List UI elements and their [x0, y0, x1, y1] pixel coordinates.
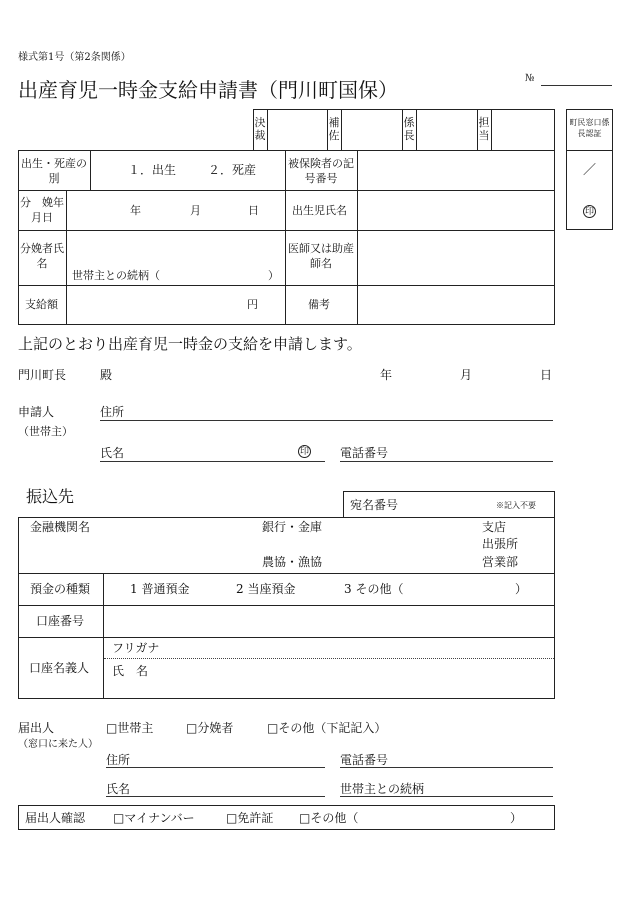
applicant-name-field[interactable]: [100, 461, 325, 462]
confirmation-label: 届出人確認: [25, 811, 86, 825]
declaration-text: 上記のとおり出産育児一時金の支給を申請します。: [18, 335, 362, 353]
deposit-option-ordinary[interactable]: 1 普通預金: [130, 582, 190, 596]
option-birth[interactable]: １．出生: [128, 163, 177, 177]
confirm-option-other[interactable]: □その他（: [299, 811, 359, 825]
reporter-option-mother[interactable]: □分娩者: [186, 721, 234, 735]
reporter-phone-field[interactable]: [340, 767, 553, 768]
deposit-option-other[interactable]: 3 その他（: [344, 582, 404, 596]
account-holder-label: 口座名義人: [29, 661, 90, 675]
reporter-option-householder[interactable]: □世帯主: [106, 721, 154, 735]
approval-cell-kakaricho: 係長: [403, 116, 415, 142]
approval-seal-icon: 印: [584, 207, 594, 217]
yen-unit: 円: [247, 298, 258, 311]
doctor-name-field[interactable]: [358, 231, 554, 285]
page-title: 出産育児一時金支給申請書（門川町国保）: [18, 78, 398, 102]
number-label: №: [525, 73, 535, 84]
applicant-label: 申請人: [18, 405, 55, 419]
bank-name-label: 金融機関名: [30, 520, 91, 534]
date-day-unit: 日: [540, 368, 553, 382]
holder-name-field[interactable]: [170, 660, 554, 698]
furigana-label: フリガナ: [112, 641, 160, 655]
delivery-day-unit: 日: [248, 204, 259, 217]
delivery-month-unit: 月: [190, 204, 201, 217]
applicant-address-label: 住所: [100, 405, 125, 419]
reporter-relation-label: 世帯主との続柄: [340, 782, 425, 796]
branch-type-1: 支店: [482, 520, 507, 534]
reporter-name-label: 氏名: [106, 782, 131, 796]
holder-name-label: 氏 名: [112, 664, 149, 678]
applicant-address-field[interactable]: [100, 420, 553, 421]
applicant-sub-label: （世帯主）: [18, 425, 73, 438]
amount-field[interactable]: [67, 286, 247, 324]
mother-relation-label: 世帯主との続柄（: [72, 269, 160, 282]
mother-name-label: 分娩者氏 名: [20, 242, 75, 270]
account-number-label: 口座番号: [36, 614, 85, 628]
form-code: 様式第1号（第2条関係）: [18, 52, 131, 63]
insured-number-field[interactable]: [358, 151, 554, 190]
birth-type-label: 出生・死産の別: [21, 157, 87, 185]
no-entry-note: ※記入不要: [496, 501, 536, 510]
approval-cell-hosa: 補佐: [328, 116, 340, 142]
insured-number-label: 被保険者の記号番号: [288, 157, 354, 185]
bank-type-2: 農協・漁協: [262, 555, 323, 569]
applicant-phone-label: 電話番号: [340, 446, 389, 460]
reporter-name-field[interactable]: [106, 796, 325, 797]
addressee: 門川町長: [18, 368, 67, 382]
deposit-option-current[interactable]: 2 当座預金: [236, 582, 296, 596]
reporter-sub-label: （窓口に来た人）: [18, 739, 98, 750]
applicant-seal-icon: 印: [299, 447, 309, 457]
approval-slash: ／: [583, 163, 597, 178]
town-approval-label: 町民窓口係長認証: [569, 118, 610, 139]
addressee-number-label: 宛名番号: [350, 498, 399, 512]
remarks-field[interactable]: [358, 286, 554, 324]
account-number-field[interactable]: [104, 606, 554, 637]
confirm-option-mynumber[interactable]: □マイナンバー: [113, 811, 195, 825]
date-month-unit: 月: [460, 368, 473, 382]
bank-type-1: 銀行・金庫: [262, 520, 323, 534]
reporter-confirmation-box: [18, 805, 555, 830]
reporter-phone-label: 電話番号: [340, 753, 389, 767]
applicant-name-label: 氏名: [100, 446, 125, 460]
transfer-heading: 振込先: [26, 487, 75, 506]
reporter-relation-field[interactable]: [340, 796, 553, 797]
date-year-unit: 年: [380, 368, 393, 382]
delivery-date-field[interactable]: [67, 191, 284, 230]
honorific: 殿: [100, 368, 113, 382]
deposit-type-label: 預金の種類: [30, 582, 91, 596]
applicant-phone-field[interactable]: [340, 461, 553, 462]
reporter-address-label: 住所: [106, 753, 131, 767]
mother-relation-close: ）: [268, 269, 279, 282]
delivery-date-label: 分 娩年月日: [20, 196, 64, 224]
confirm-option-license[interactable]: □免許証: [226, 811, 274, 825]
reporter-address-field[interactable]: [106, 767, 325, 768]
delivery-year-unit: 年: [130, 204, 141, 217]
child-name-field[interactable]: [358, 191, 554, 230]
confirm-other-close: ）: [510, 811, 523, 825]
remarks-label: 備考: [308, 298, 330, 311]
branch-name-field[interactable]: [340, 536, 475, 566]
child-name-label: 出生児氏名: [292, 204, 347, 217]
mother-name-field[interactable]: [67, 231, 284, 265]
option-stillbirth[interactable]: ２．死産: [208, 163, 257, 177]
deposit-other-close: ）: [515, 582, 528, 596]
number-field[interactable]: [541, 85, 612, 86]
approval-cell-kessai: 決裁: [254, 116, 266, 142]
approval-cell-tanto: 担当: [478, 116, 490, 142]
reporter-option-other[interactable]: □その他（下記記入）: [267, 721, 387, 735]
branch-type-3: 営業部: [482, 555, 519, 569]
reporter-label: 届出人: [18, 721, 55, 735]
bank-name-field[interactable]: [110, 536, 255, 566]
doctor-name-label: 医師又は助産師名: [288, 242, 354, 270]
branch-type-2: 出張所: [482, 537, 519, 551]
amount-label: 支給額: [25, 298, 58, 311]
